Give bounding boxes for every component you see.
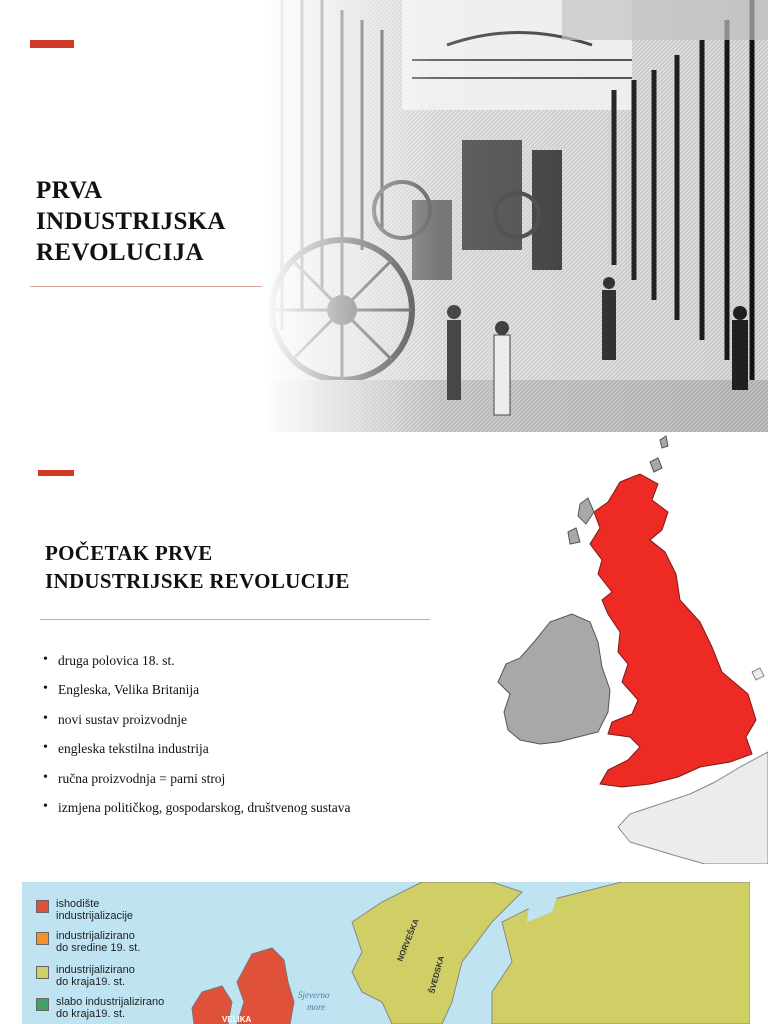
title-underline: [40, 619, 430, 620]
factory-image: [262, 0, 768, 432]
legend-swatch: [36, 998, 49, 1011]
legend-swatch: [36, 932, 49, 945]
legend-swatch: [36, 900, 49, 913]
legend-line: industrijalizirano: [56, 964, 135, 976]
title-line: INDUSTRIJSKA: [36, 208, 226, 235]
legend-line: ishodište: [56, 898, 100, 910]
list-item: • ručna proizvodnja = parni stroj: [42, 771, 350, 800]
legend-line: do sredine 19. st.: [56, 942, 141, 954]
content-slide: [0, 432, 768, 864]
accent-bar: [30, 40, 74, 48]
slide-title: [36, 175, 226, 268]
label-sea-1: Sjeverno: [298, 990, 330, 1000]
label-svedska: ŠVEDSKA: [427, 954, 446, 995]
list-item: • Engleska, Velika Britanija: [42, 682, 350, 711]
label-norveska: NORVEŠKA: [395, 917, 421, 963]
ireland-shape: [498, 614, 610, 744]
list-item: • izmjena političkog, gospodarskog, društvenog sustava: [42, 800, 350, 829]
title-line: REVOLUCIJA: [36, 239, 204, 266]
list-item: • engleska tekstilna industrija: [42, 741, 350, 770]
uk-map: [490, 432, 768, 864]
map-legend: [22, 890, 182, 1024]
title-underline: [30, 286, 288, 287]
title-line: INDUSTRIJSKE REVOLUCIJE: [45, 569, 350, 593]
map-slide: [0, 872, 768, 1024]
legend-line: do kraja19. st.: [56, 1008, 126, 1020]
great-britain-shape: [590, 474, 756, 787]
legend-line: industrijalizirano: [56, 930, 135, 942]
list-item: • novi sustav proizvodnje: [42, 712, 350, 741]
list-item: • druga polovica 18. st.: [42, 653, 350, 682]
title-line: POČETAK PRVE: [45, 541, 213, 565]
accent-bar: [38, 470, 74, 476]
title-slide: [0, 0, 768, 432]
legend-swatch: [36, 966, 49, 979]
label-velika: VELIKA: [222, 1015, 252, 1024]
legend-line: slabo industrijalizirano: [56, 996, 165, 1008]
title-line: PRVA: [36, 177, 103, 204]
legend-line: do kraja19. st.: [56, 976, 126, 988]
label-sea-2: more: [307, 1002, 326, 1012]
legend-line: industrijalizacije: [56, 910, 134, 922]
bullet-list: [42, 653, 350, 829]
slide-title: [45, 539, 350, 595]
